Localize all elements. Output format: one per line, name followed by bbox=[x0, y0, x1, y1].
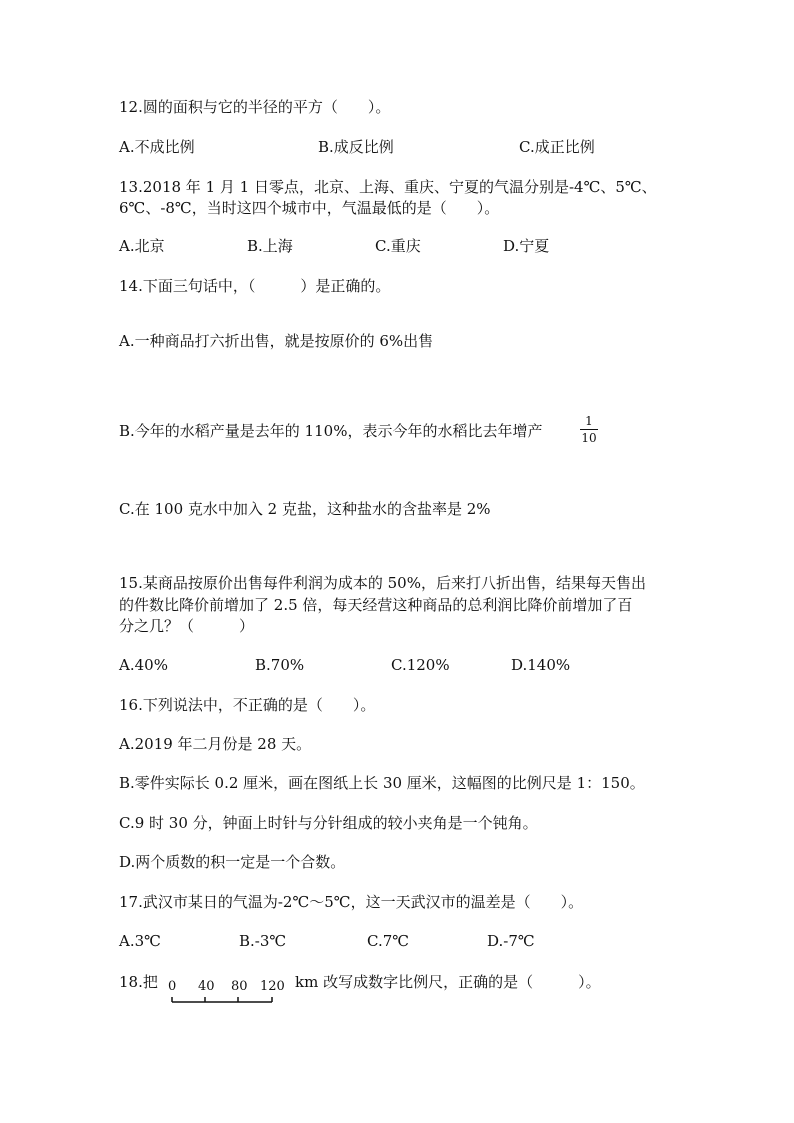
q16-stem: 16.下列说法中，不正确的是（ ）。 bbox=[119, 696, 376, 714]
q13-option-a[interactable]: A.北京 bbox=[119, 237, 165, 255]
q15-stem-line2: 的件数比降价前增加了 2.5 倍，每天经营这种商品的总利润比降价前增加了百 bbox=[119, 596, 633, 614]
q17-option-d[interactable]: D.-7℃ bbox=[487, 932, 535, 950]
q14-option-b[interactable]: B.今年的水稻产量是去年的 110%，表示今年的水稻比去年增产 bbox=[119, 422, 543, 440]
q16-option-d[interactable]: D.两个质数的积一定是一个合数。 bbox=[119, 853, 346, 871]
q14-stem: 14.下面三句话中，（ ）是正确的。 bbox=[119, 277, 391, 295]
q12-stem: 12.圆的面积与它的半径的平方（ ）。 bbox=[119, 98, 391, 116]
scale-tick-0: 0 bbox=[168, 979, 177, 994]
q15-stem-line1: 15.某商品按原价出售每件利润为成本的 50%，后来打八折出售，结果每天售出 bbox=[119, 574, 646, 592]
q15-stem-line3: 分之几？（ ） bbox=[119, 617, 255, 635]
q15-option-a[interactable]: A.40% bbox=[119, 656, 168, 674]
q17-option-b[interactable]: B.-3℃ bbox=[239, 932, 287, 950]
q12-option-c[interactable]: C.成正比例 bbox=[519, 138, 595, 156]
q14-option-a[interactable]: A.一种商品打六折出售，就是按原价的 6%出售 bbox=[119, 332, 434, 350]
fraction-numerator: 1 bbox=[585, 414, 593, 428]
scale-bar-line bbox=[168, 978, 278, 1006]
fraction-bar bbox=[580, 429, 598, 430]
q13-stem-line1: 13.2018 年 1 月 1 日零点，北京、上海、重庆、宁夏的气温分别是-4℃、5℃、 bbox=[119, 178, 657, 196]
q13-stem-line2: 6℃、-8℃，当时这四个城市中，气温最低的是（ ）。 bbox=[119, 199, 500, 217]
scale-tick-80: 80 bbox=[231, 979, 248, 994]
q16-option-a[interactable]: A.2019 年二月份是 28 天。 bbox=[119, 735, 312, 753]
q12-option-a[interactable]: A.不成比例 bbox=[119, 138, 195, 156]
q12-option-b[interactable]: B.成反比例 bbox=[318, 138, 394, 156]
q17-option-a[interactable]: A.3℃ bbox=[119, 932, 161, 950]
q15-option-b[interactable]: B.70% bbox=[255, 656, 305, 674]
q13-option-c[interactable]: C.重庆 bbox=[375, 237, 421, 255]
q18-prefix: 18.把 bbox=[119, 973, 158, 991]
q16-option-c[interactable]: C.9 时 30 分，钟面上时针与分针组成的较小夹角是一个钝角。 bbox=[119, 814, 538, 832]
line-scale-bar bbox=[168, 978, 285, 1006]
fraction-denominator: 10 bbox=[581, 431, 597, 445]
scale-tick-120: 120 bbox=[260, 979, 285, 994]
fraction-one-tenth bbox=[578, 414, 600, 445]
q15-option-c[interactable]: C.120% bbox=[391, 656, 450, 674]
q13-option-d[interactable]: D.宁夏 bbox=[503, 237, 550, 255]
scale-tick-40: 40 bbox=[198, 979, 215, 994]
q15-option-d[interactable]: D.140% bbox=[511, 656, 571, 674]
q14-option-c[interactable]: C.在 100 克水中加入 2 克盐，这种盐水的含盐率是 2% bbox=[119, 500, 491, 518]
q18-suffix: km 改写成数字比例尺，正确的是（ ）。 bbox=[295, 973, 601, 991]
q17-option-c[interactable]: C.7℃ bbox=[367, 932, 410, 950]
q13-option-b[interactable]: B.上海 bbox=[247, 237, 293, 255]
q17-stem: 17.武汉市某日的气温为-2℃～5℃，这一天武汉市的温差是（ ）。 bbox=[119, 893, 584, 911]
q16-option-b[interactable]: B.零件实际长 0.2 厘米，画在图纸上长 30 厘米，这幅图的比例尺是 1：150。 bbox=[119, 774, 645, 792]
